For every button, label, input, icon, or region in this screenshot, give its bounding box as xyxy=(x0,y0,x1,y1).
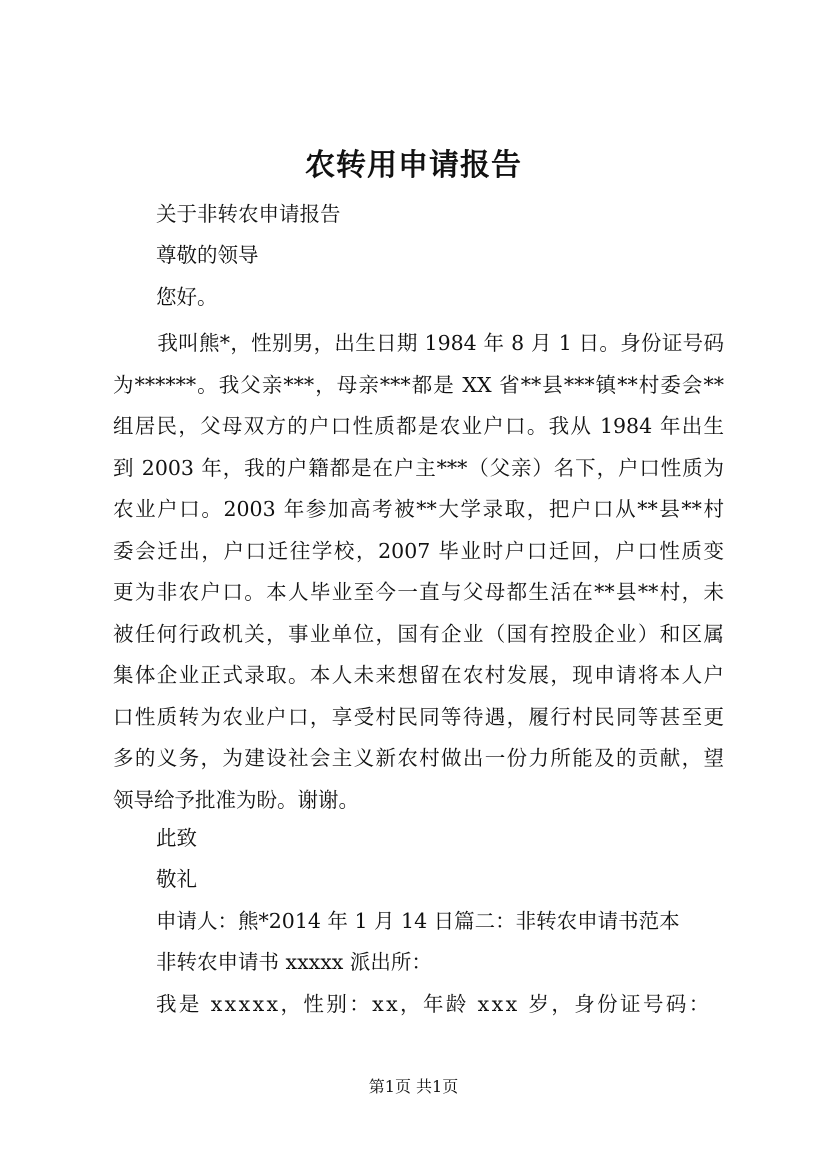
second-heading: 非转农申请书 xxxxx 派出所： xyxy=(156,950,432,974)
body-paragraph xyxy=(113,323,724,821)
closing-jing-li: 敬礼 xyxy=(156,867,197,891)
body-line-5: 农业户口。2003 年参加高考被**大学录取，把户口从**县**村 xyxy=(113,497,724,521)
body-line-4: 到 2003 年，我的户籍都是在户主***（父亲）名下，户口性质为 xyxy=(113,455,724,480)
body-line-12: 领导给予批准为盼。谢谢。 xyxy=(113,787,359,812)
body-line-9: 集体企业正式录取。本人未来想留在农村发展，现申请将本人户 xyxy=(113,663,724,687)
signature-line: 申请人：熊*2014 年 1 月 14 日篇二：非转农申请书范本 xyxy=(156,909,680,933)
subject-line: 关于非转农申请报告 xyxy=(156,202,341,226)
greeting: 您好。 xyxy=(156,285,218,309)
body-line-11: 多的义务，为建设社会主义新农村做出一份力所能及的贡献，望 xyxy=(113,746,724,770)
body-line-2: 为******。我父亲***，母亲***都是 XX 省**县***镇**村委会** xyxy=(113,372,724,397)
body-line-6: 委会迁出，户口迁往学校，2007 毕业时户口迁回，户口性质变 xyxy=(113,538,724,563)
closing-ci-zhi: 此致 xyxy=(156,826,197,850)
body-line-10: 口性质转为农业户口，享受村民同等待遇，履行村民同等甚至更 xyxy=(113,704,724,729)
second-body-start: 我是 xxxxx，性别：xx，年龄 xxx 岁，身份证号码： xyxy=(156,992,712,1016)
body-line-3: 组居民，父母双方的户口性质都是农业户口。我从 1984 年出生 xyxy=(113,414,724,438)
document-title: 农转用申请报告 xyxy=(305,148,522,183)
body-line-7: 更为非农户口。本人毕业至今一直与父母都生活在**县**村，未 xyxy=(113,580,724,604)
body-line-1: 我叫熊*，性别男，出生日期 1984 年 8 月 1 日。身份证号码 xyxy=(157,331,724,355)
page-footer: 第1页 共1页 xyxy=(368,1077,459,1096)
body-line-8: 被任何行政机关，事业单位，国有企业（国有控股企业）和区属 xyxy=(113,621,724,646)
salutation: 尊敬的领导 xyxy=(156,243,259,267)
